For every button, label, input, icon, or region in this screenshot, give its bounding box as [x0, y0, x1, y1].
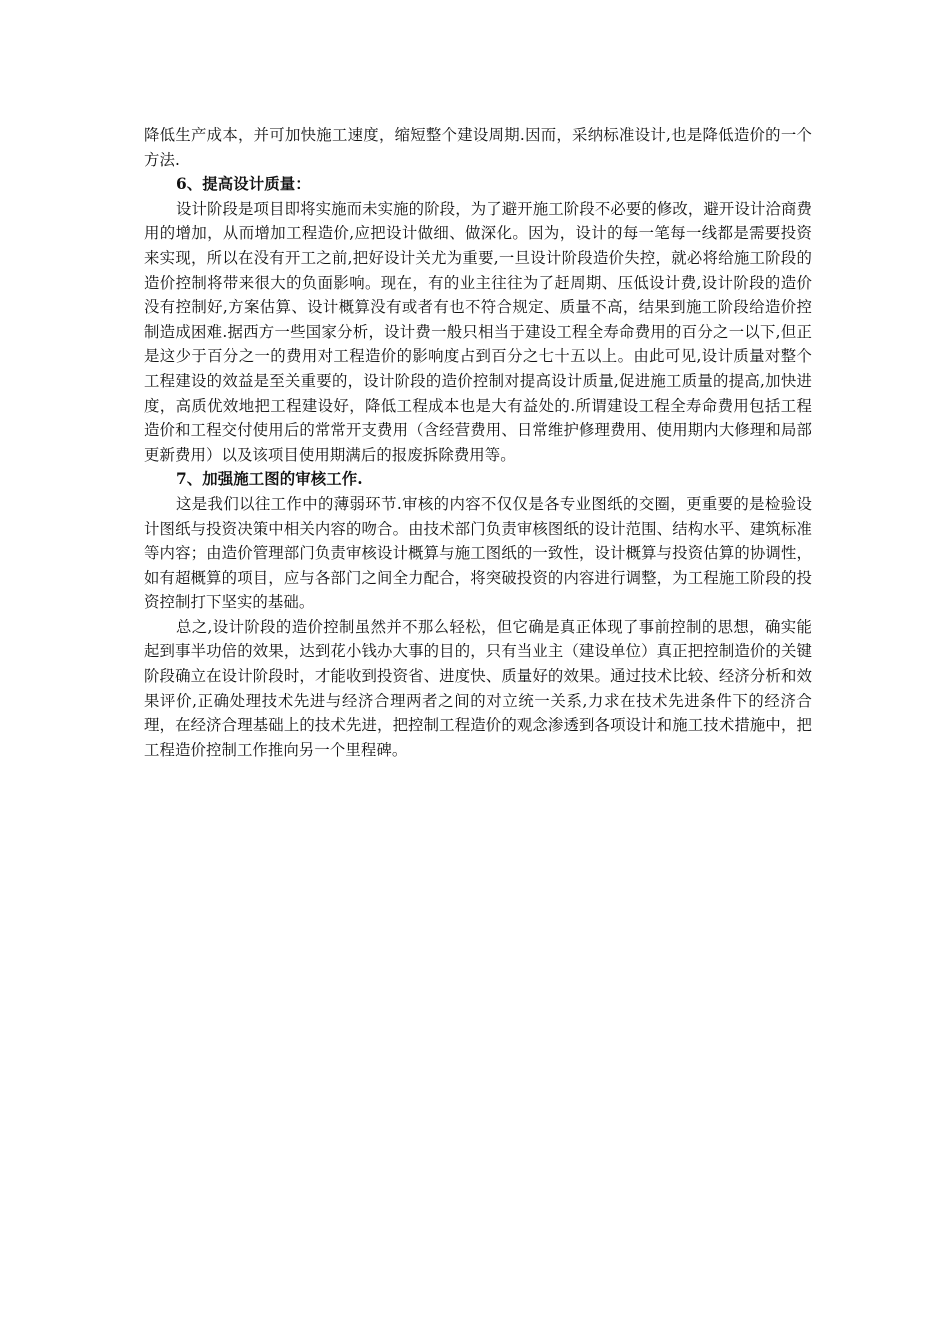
paragraph-conclusion: 总之,设计阶段的造价控制虽然并不那么轻松，但它确是真正体现了事前控制的思想，确实能起到事半功倍的效果，达到花小钱办大事的目的，只有当业主（建设单位）真正把控制造价的关键阶段确立在设计阶段时，才能收到投资省、进度快、质量好的效果。通过技术比较、经济分析和效果评价,正确处理技术先进与经济合理两者之间的对立统一关系,力求在技术先进条件下的经济合理，在经济合理基础上的技术先进，把控制工程造价的观念渗透到各项设计和施工技术措施中，把工程造价控制工作推向另一个里程碑。 [144, 617, 812, 759]
section-heading-7: 7、加强施工图的审核工作. [176, 470, 363, 489]
document-body [144, 123, 812, 762]
paragraph-design-quality: 设计阶段是项目即将实施而未实施的阶段，为了避开施工阶段不必要的修改，避开设计洽商费用的增加，从而增加工程造价,应把设计做细、做深化。因为，设计的每一笔每一线都是需要投资来实现，所以在没有开工之前,把好设计关尤为重要,一旦设计阶段造价失控，就必将给施工阶段的造价控制将带来很大的负面影响。现在，有的业主往往为了赶周期、压低设计费,设计阶段的造价没有控制好,方案估算、设计概算没有或者有也不符合规定、质量不高，结果到施工阶段给造价控制造成困难.据西方一些国家分析，设计费一般只相当于建设工程全寿命费用的百分之一以下,但正是这少于百分之一的费用对工程造价的影响度占到百分之七十五以上。由此可见,设计质量对整个工程建设的效益是至关重要的，设计阶段的造价控制对提高设计质量,促进施工质量的提高,加快进度，高质优效地把工程建设好，降低工程成本也是大有益处的.所谓建设工程全寿命费用包括工程造价和工程交付使用后的常常开支费用（含经营费用、日常维护修理费用、使用期内大修理和局部更新费用）以及该项目使用期满后的报废拆除费用等。 [144, 199, 812, 464]
section-heading-6: 6、提高设计质量： [176, 175, 311, 194]
paragraph-continued: 降低生产成本，并可加快施工速度，缩短整个建设周期.因而，采纳标准设计,也是降低造价的一个方法. [144, 126, 812, 169]
paragraph-drawing-review: 这是我们以往工作中的薄弱环节.审核的内容不仅仅是各专业图纸的交圈，更重要的是检验设计图纸与投资决策中相关内容的吻合。由技术部门负责审核图纸的设计范围、结构水平、建筑标准等内容；由造价管理部门负责审核设计概算与施工图纸的一致性，设计概算与投资估算的协调性，如有超概算的项目，应与各部门之间全力配合，将突破投资的内容进行调整，为工程施工阶段的投资控制打下坚实的基础。 [144, 494, 812, 612]
